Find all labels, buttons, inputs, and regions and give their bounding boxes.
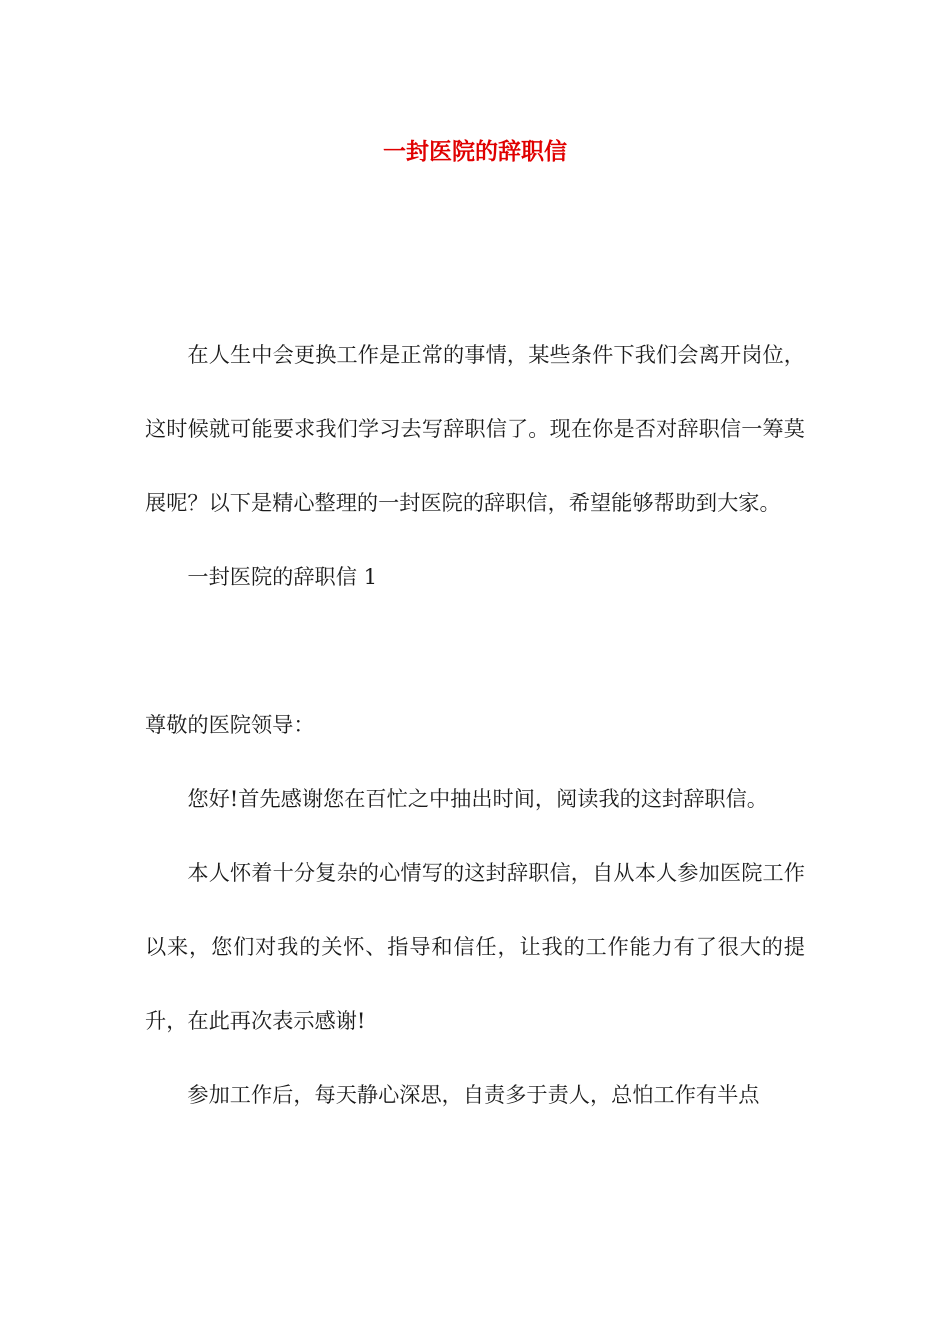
document-title: 一封医院的辞职信 [383, 138, 567, 165]
salutation: 尊敬的医院领导： [145, 712, 315, 737]
greeting-paragraph: 您好!首先感谢您在百忙之中抽出时间，阅读我的这封辞职信。 [187, 786, 768, 811]
body-paragraph: 参加工作后，每天静心深思，自责多于责人，总怕工作有半点 [187, 1082, 760, 1107]
section-heading: 一封医院的辞职信 1 [187, 564, 378, 589]
document-body [145, 318, 805, 1132]
blank-line [145, 614, 805, 688]
intro-paragraph: 在人生中会更换工作是正常的事情，某些条件下我们会离开岗位，这时候就可能要求我们学习去写辞职信了。现在你是否对辞职信一筹莫展呢？以下是精心整理的一封医院的辞职信，希望能够帮助到大家。 [145, 342, 805, 515]
body-paragraph: 本人怀着十分复杂的心情写的这封辞职信，自从本人参加医院工作以来，您们对我的关怀、指导和信任，让我的工作能力有了很大的提升，在此再次表示感谢! [145, 860, 805, 1033]
